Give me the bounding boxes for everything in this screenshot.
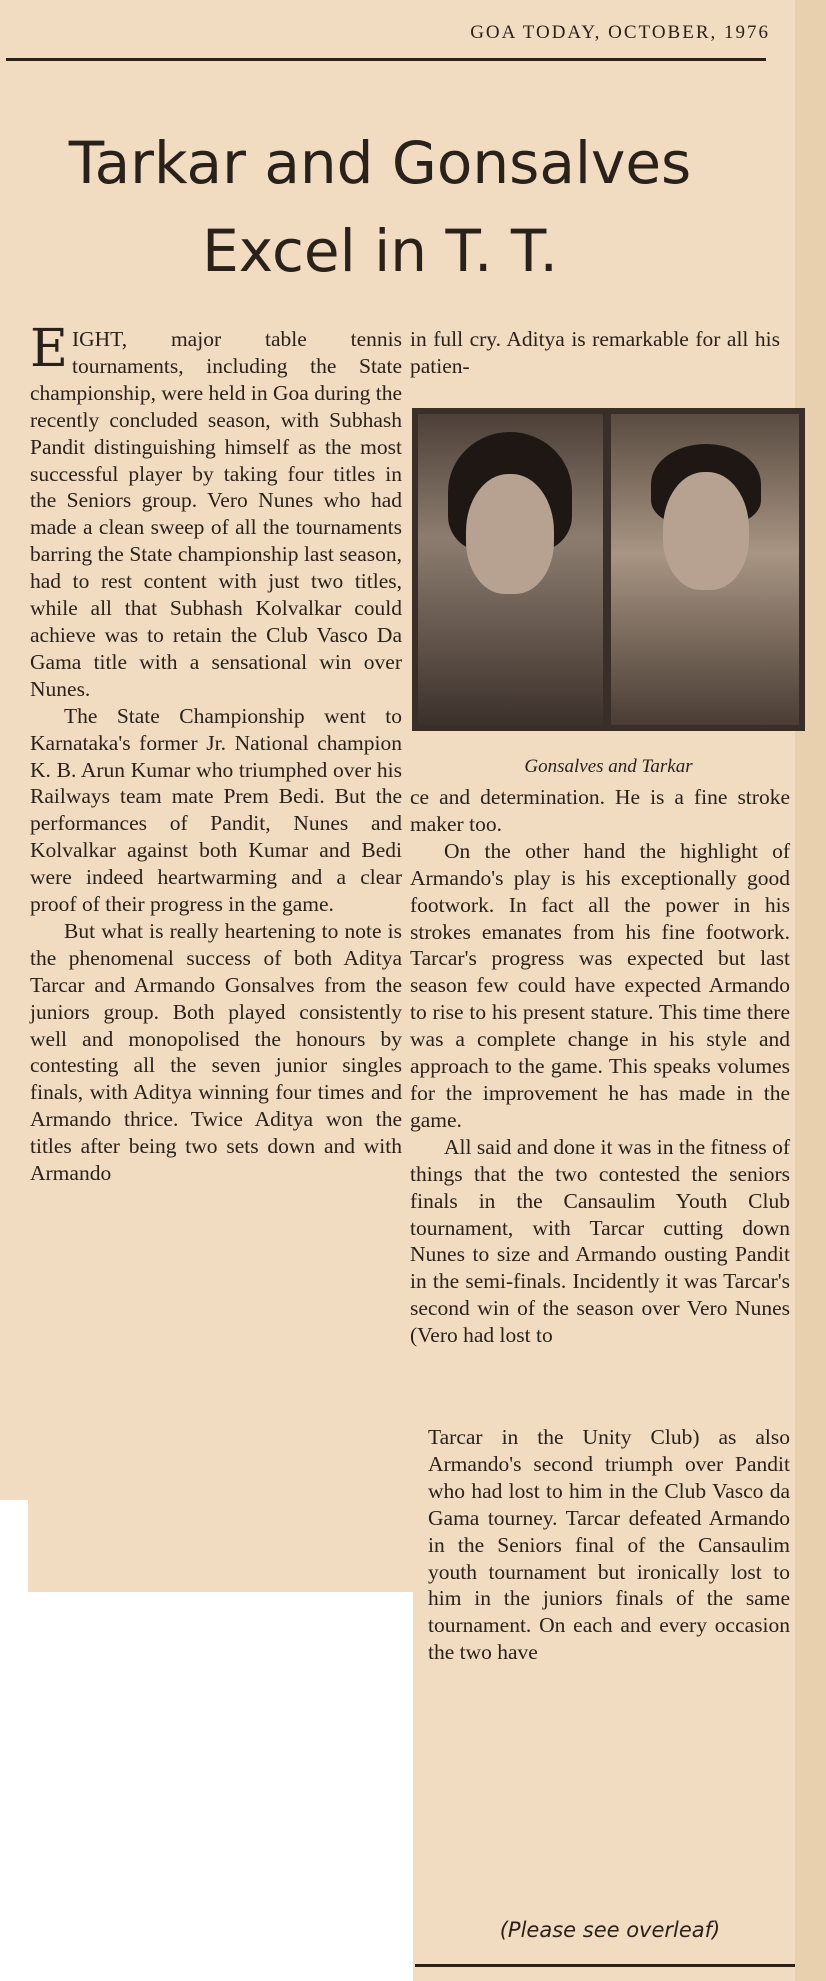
photo-gonsalves: [418, 414, 603, 725]
drop-cap: E: [30, 319, 68, 379]
masthead: GOA TODAY, OCTOBER, 1976: [470, 22, 770, 43]
paragraph-3: But what is really heartening to note is the phenomenal success of both Aditya Tarcar and Armando Gonsalves from the juniors group. Both played consistently well and monopolised the honours by contesting all the seven junior singles finals, with Aditya winning four times and Armando thrice. Twice Aditya won the titles after being two sets down and with Armando: [30, 918, 402, 1186]
masthead-rule: [6, 58, 766, 61]
backing-sheet-edge: [795, 0, 826, 1981]
paragraph-6: All said and done it was in the fitness of things that the two contested the seniors finals in the Cansaulim Youth Club tournament, with Tarcar cutting down Nunes to size and Armando ousting Pandit in the semi-finals. Incidently it was Tarcar's second win of the season over Vero Nunes (Vero had lost to: [410, 1134, 790, 1348]
clipping-paper-left-tail: [28, 1450, 413, 1592]
paragraph-2: The State Championship went to Karnataka's former Jr. National champion K. B. Arun Kumar who triumphed over his Railways team mate Prem Bedi. But the performances of Pandit, Nunes and Kolvalkar against both Kumar and Bedi were indeed heartwarming and a clear proof of their progress in the game.: [30, 703, 402, 917]
headline-line-1: Tarkar and Gonsalves: [68, 129, 692, 197]
player-photos: [412, 408, 805, 731]
photo-caption: Gonsalves and Tarkar: [524, 756, 693, 777]
footer-rule: [415, 1964, 795, 1967]
face-shape: [663, 472, 749, 590]
continued-note: (Please see overleaf): [499, 1918, 721, 1942]
paragraph-5: On the other hand the highlight of Armando's play is his exceptionally good footwork. In fact all the power in his strokes emanates from his fine footwork. Tarcar's progress was expected but last season few could have expected Armando to rise to his present stature. This time there was a complete change in his style and approach to the game. This speaks volumes for the improvement he has made in the game.: [410, 838, 790, 1132]
paragraph-4: ce and determination. He is a fine stroke maker too.: [410, 785, 790, 836]
article-right-tail: [428, 1424, 790, 1666]
paragraph-1: [30, 319, 402, 703]
paragraph-continuation-top: in full cry. Aditya is remarkable for all his patien-: [410, 327, 780, 378]
article-left-column: [30, 319, 402, 1187]
face-shape: [466, 474, 554, 594]
article-right-column: [410, 784, 790, 1349]
headline-line-2: Excel in T. T.: [202, 217, 558, 285]
article-right-column-top: [410, 326, 780, 380]
photo-tarkar: [611, 414, 799, 725]
paragraph-6-continued: Tarcar in the Unity Club) as also Armando's second triumph over Pandit who had lost to him in the Club Vasco da Gama tourney. Tarcar defeated Armando in the Seniors final of the Cansaulim youth tournament but ironically lost to him in the juniors finals of the same tournament. On each and every occasion the two have: [428, 1425, 790, 1665]
paragraph-1-text: IGHT, major table tennis tournaments, including the State championship, were held in Goa during the recently concluded season, with Subhash Pandit distinguishing himself as the most successful player by taking four titles in the Seniors group. Vero Nunes who had made a clean sweep of all the tournaments barring the State championship last season, had to rest content with just two titles, while all that Subhash Kolvalkar could achieve was to retain the Club Vasco Da Gama title with a sensational win over Nunes.: [30, 327, 402, 701]
